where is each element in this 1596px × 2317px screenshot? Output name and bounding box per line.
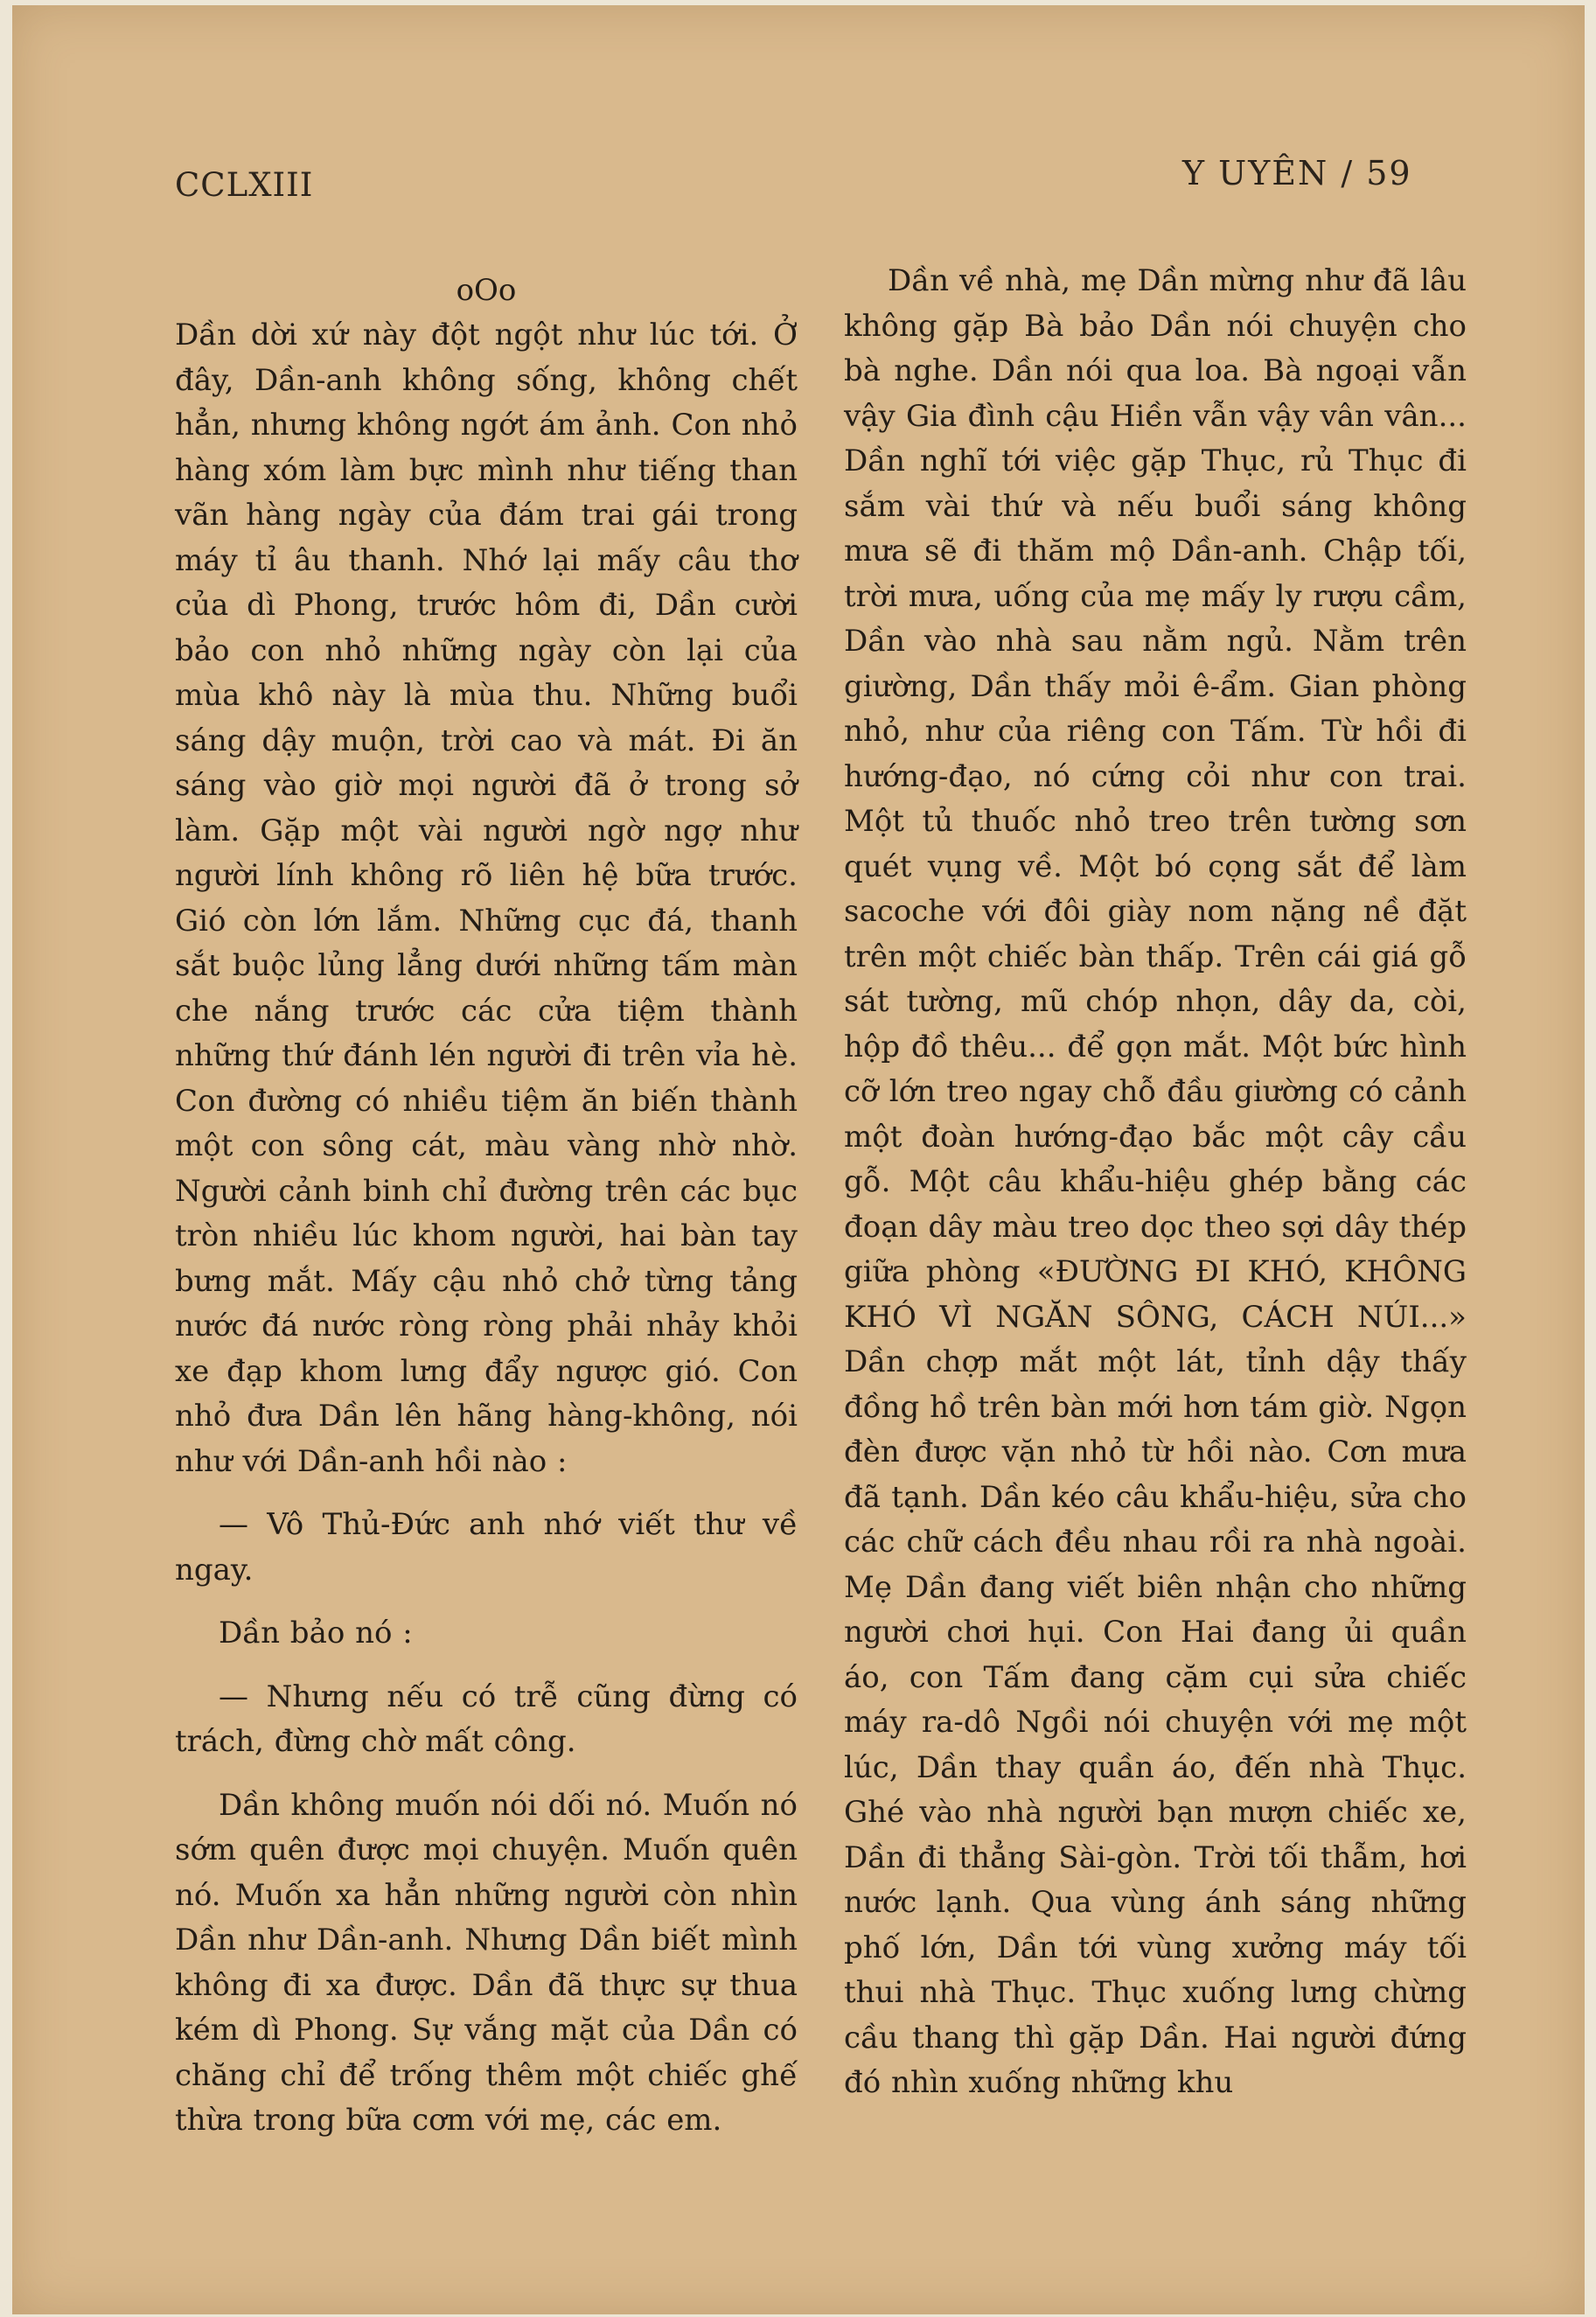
paragraph: Dần bảo nó : xyxy=(219,1616,413,1651)
dialogue-line: — Vô Thủ-Đức anh nhớ viết thư về ngay. xyxy=(175,1507,798,1588)
book-page xyxy=(12,5,1585,2314)
running-head-right: Y UYÊN / 59 xyxy=(1182,154,1412,192)
paragraph: Dần dời xứ này đột ngột như lúc tới. Ở đây, Dần-anh không sống, không chết hẳn, nhưng không ngớt ám ảnh. Con nhỏ hàng xóm làm bực mình như tiếng than vãn hàng ngày của đám trai gái trong máy tỉ âu thanh. Nhớ lại mấy câu thơ của dì Phong, trước hôm đi, Dần cười bảo con nhỏ những ngày còn lại của mùa khô này là mùa thu. Những buổi sáng dậy muộn, trời cao và mát. Đi ăn sáng vào giờ mọi người đã ở trong sở làm. Gặp một vài người ngờ ngợ như người lính không rõ liên hệ bữa trước. Gió còn lớn lắm. Những cục đá, thanh sắt buộc lủng lẳng dưới những tấm màn che nắng trước các cửa tiệm thành những thứ đánh lén người đi trên vỉa hè. Con đường có nhiều tiệm ăn biến thành một con sông cát, màu vàng nhờ nhờ. Người cảnh binh chỉ đường trên các bục tròn nhiều lúc khom người, hai bàn tay bưng mắt. Mấy cậu nhỏ chở từng tảng nước đá nước ròng ròng phải nhảy khỏi xe đạp khom lưng đẩy ngược gió. Con nhỏ đưa Dần lên hãng hàng-không, nói như với Dần-anh hồi nào : xyxy=(175,318,798,1479)
section-separator: oOo xyxy=(456,273,517,308)
dialogue-line: — Nhưng nếu có trễ cũng đừng có trách, đừng chờ mất công. xyxy=(175,1678,798,1759)
right-column xyxy=(844,259,1467,2125)
paragraph: Dần về nhà, mẹ Dần mừng như đã lâu không gặp Bà bảo Dần nói chuyện cho bà nghe. Dần nói qua loa. Bà ngoại vẫn vậy Gia đình cậu Hiền vẫn vậy vân vân... Dần nghĩ tới việc gặp Thục, rủ Thục đi sắm vài thứ và nếu buổi sáng không mưa sẽ đi thăm mộ Dần-anh. Chập tối, trời mưa, uống của mẹ mấy ly rượu cầm, Dần vào nhà sau nằm ngủ. Nằm trên giường, Dần thấy mỏi ê-ẩm. Gian phòng nhỏ, như của riêng con Tấm. Từ hồi đi hướng-đạo, nó cứng cỏi như con trai. Một tủ thuốc nhỏ treo trên tường sơn quét vụng về. Một bó cọng sắt để làm sacoche với đôi giày nom nặng nề đặt trên một chiếc bàn thấp. Trên cái giá gỗ sát tường, mũ chóp nhọn, dây da, còi, hộp đồ thêu... để gọn mắt. Một bức hình cỡ lớn treo ngay chỗ đầu giường có cảnh một đoàn hướng-đạo bắc một cây cầu gỗ. Một câu khẩu-hiệu ghép bằng các đoạn dây màu treo dọc theo sợi dây thép giữa phòng «ĐƯỜNG ĐI KHÓ, KHÔNG KHÓ VÌ NGĂN SÔNG, CÁCH NÚI...» Dần chợp mắt một lát, tỉnh dậy thấy đồng hồ trên bàn mới hơn tám giờ. Ngọn đèn được vặn nhỏ từ hồi nào. Cơn mưa đã tạnh. Dần kéo câu khẩu-hiệu, sửa cho các chữ cách đều nhau rồi ra nhà ngoài. Mẹ Dần đang viết biên nhận cho những người chơi hụi. Con Hai đang ủi quần áo, con Tấm đang cặm cụi sửa chiếc máy ra-dô Ngồi nói chuyện với mẹ một lúc, Dần thay quần áo, đến nhà Thục. Ghé vào nhà người bạn mượn chiếc xe, Dần đi thẳng Sài-gòn. Trời tối thẫm, hơi nước lạnh. Qua vùng ánh sáng những phố lớn, Dần tới vùng xưởng máy tối thui nhà Thục. Thục xuống lưng chừng cầu thang thì gặp Dần. Hai người đứng đó nhìn xuống những khu xyxy=(844,263,1467,2100)
left-column xyxy=(175,268,798,2162)
running-head-left: CCLXIII xyxy=(175,166,314,204)
paragraph: Dần không muốn nói dối nó. Muốn nó sớm quên được mọi chuyện. Muốn quên nó. Muốn xa hẳn những người còn nhìn Dần như Dần-anh. Nhưng Dần biết mình không đi xa được. Dần đã thực sự thua kém dì Phong. Sự vắng mặt của Dần có chăng chỉ để trống thêm một chiếc ghế thừa trong bữa cơm với mẹ, các em. xyxy=(175,1787,798,2138)
